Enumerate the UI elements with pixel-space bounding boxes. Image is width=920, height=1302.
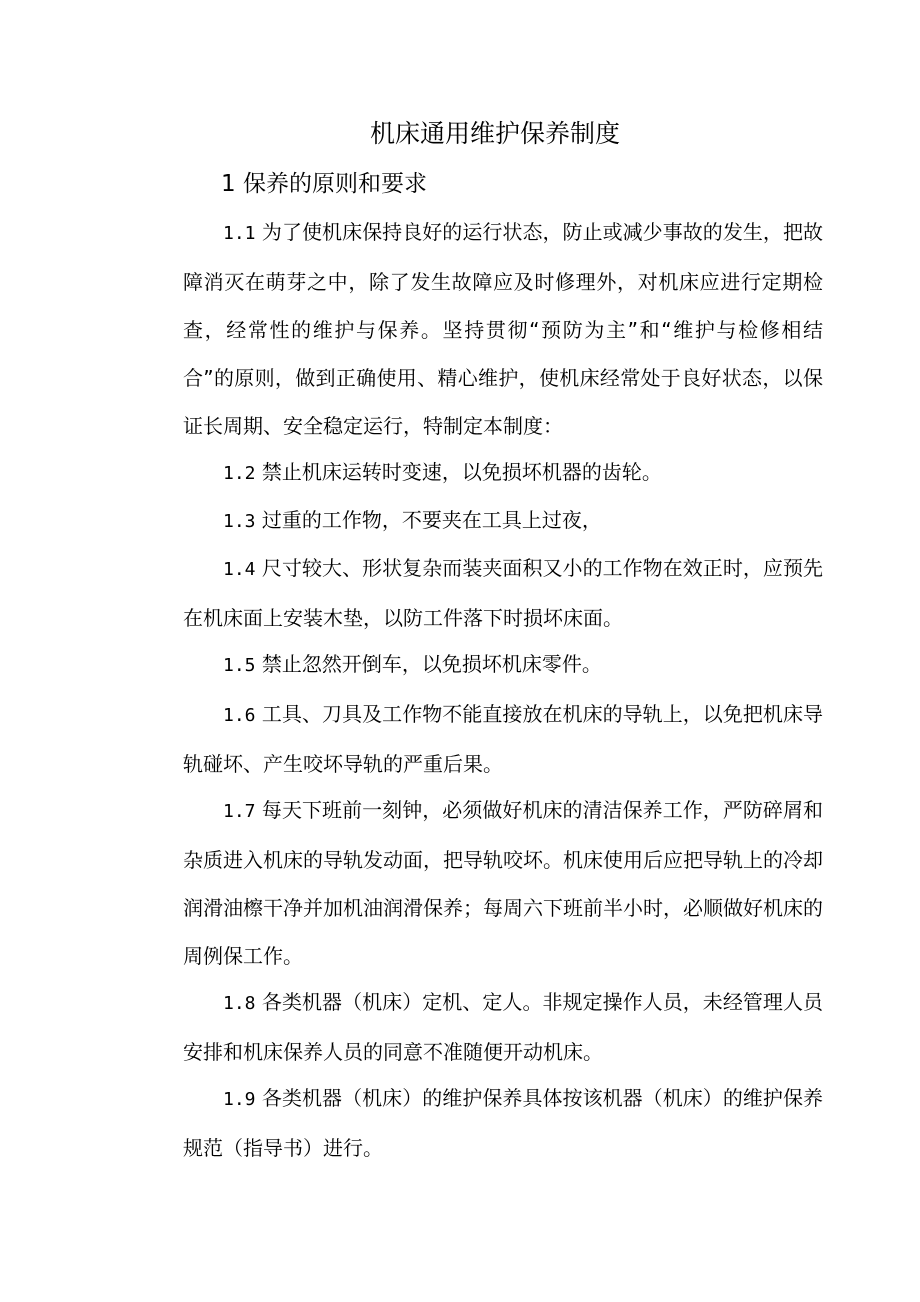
clause-paragraph [183,690,823,788]
clause-text: 为了使机床保持良好的运行状态，防止或减少事故的发生，把故障消灭在萌芽之中，除了发生故障应及时修理外，对机床应进行定期检查，经常性的维护与保养。坚持贯彻“预防为主”和“维护与检修相结合”的原则，做到正确使用、精心维护，使机床经常处于良好状态，以保证长周期、安全稳定运行，特制定本制度： [183,220,824,438]
clause-paragraph [183,448,823,498]
clause-paragraph [183,544,823,642]
clause-text: 各类机器（机床）定机、定人。非规定操作人员，未经管理人员安排和机床保养人员的同意不准随便开动机床。 [183,990,824,1064]
clause-number: 1.8 [223,993,256,1014]
clause-paragraph [183,1074,823,1172]
clause-text: 各类机器（机床）的维护保养具体按该机器（机床）的维护保养规范（指导书）进行。 [183,1086,824,1160]
clause-paragraph [183,786,823,980]
clause-text: 禁止机床运转时变速，以免损坏机器的齿轮。 [261,460,662,484]
clause-number: 1.6 [223,705,256,726]
clause-number: 1.5 [223,655,256,676]
clause-number: 1.7 [223,801,256,822]
clause-paragraph [183,640,823,690]
clause-number: 1.4 [223,559,256,580]
clause-text: 尺寸较大、形状复杂而装夹面积又小的工作物在效正时，应预先在机床面上安装木垫，以防工件落下时损坏床面。 [183,556,824,630]
document-title: 机床通用维护保养制度 [369,119,620,148]
clause-text: 每天下班前一刻钟，必须做好机床的清洁保养工作，严防碎屑和杂质进入机床的导轨发动面，把导轨咬坏。机床使用后应把导轨上的冷却润滑油檫干净并加机油润滑保养；每周六下班前半小时，必顺做好机床的周例保工作。 [183,798,824,968]
clause-paragraph [183,208,823,450]
clause-number: 1.2 [223,463,256,484]
clause-text: 过重的工作物，不要夹在工具上过夜， [261,508,602,532]
clause-paragraph [183,978,823,1076]
clause-text: 禁止忽然开倒车，以免损坏机床零件。 [261,652,602,676]
section-heading: 1 保养的原则和要求 [221,171,427,197]
clause-number: 1.1 [223,223,256,244]
clause-paragraph [183,496,823,546]
clause-number: 1.3 [223,511,256,532]
clause-text: 工具、刀具及工作物不能直接放在机床的导轨上，以免把机床导轨碰坏、产生咬坏导轨的严重后果。 [183,702,824,776]
clause-number: 1.9 [223,1089,256,1110]
